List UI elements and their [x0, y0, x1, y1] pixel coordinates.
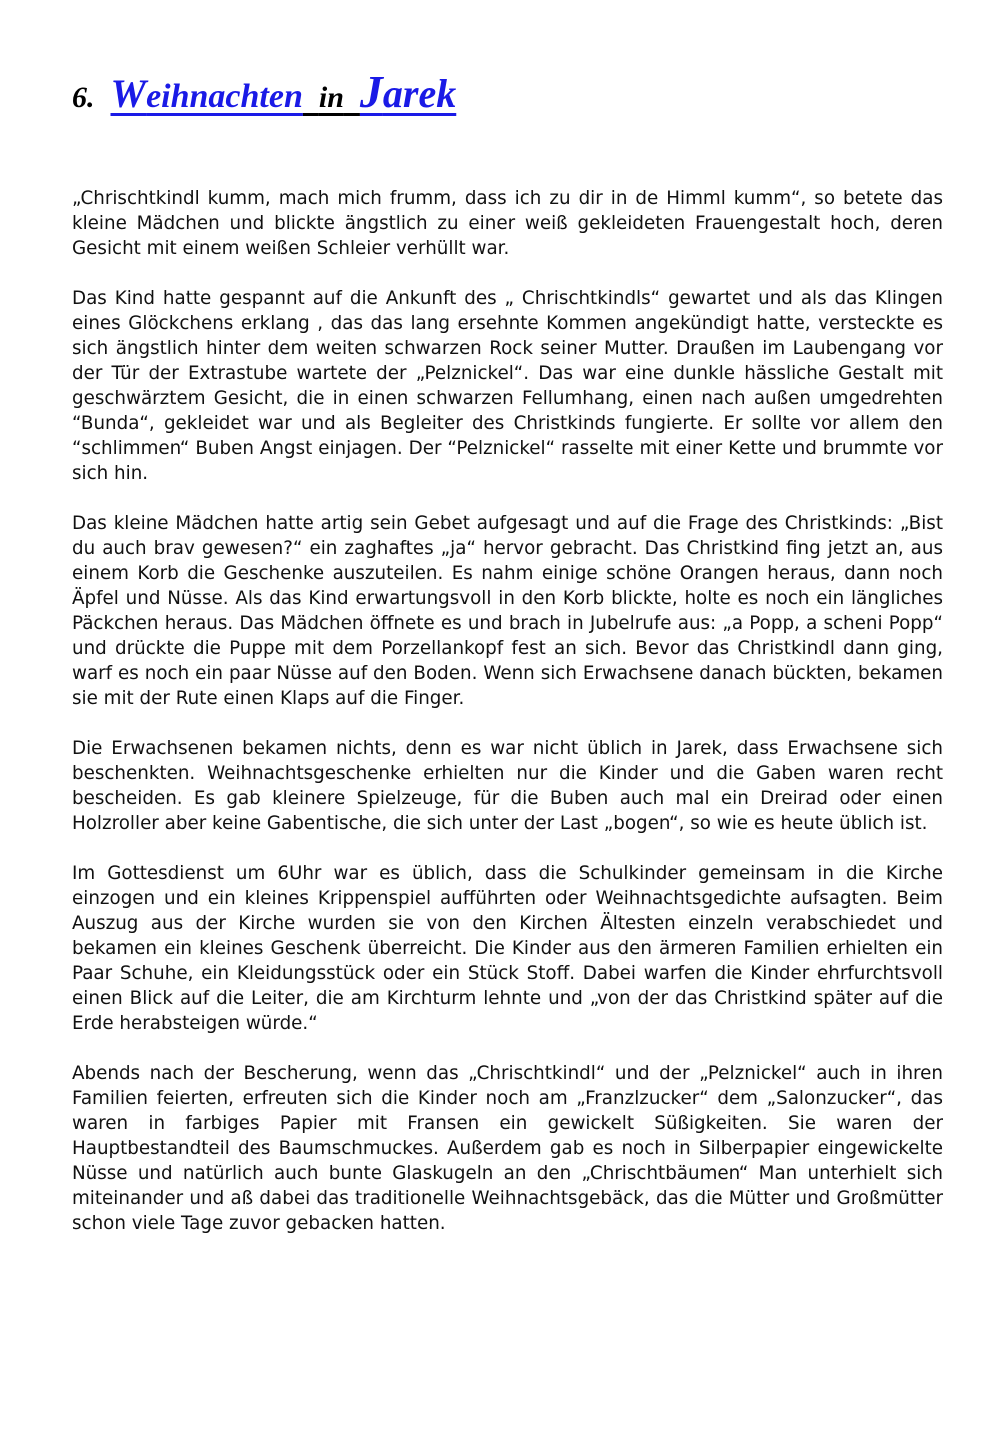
paragraph: Die Erwachsenen bekamen nichts, denn es war nicht üblich in Jarek, dass Erwachsene sich beschenkten. Weihnachtsgeschenke erhielten nur die Kinder und die Gaben waren recht bescheiden. Es gab kleinere Spielzeuge, für die Buben auch mal ein Dreirad oder einen Holzroller aber keine Gabentische, die sich unter der Last „bogen“, so wie es heute üblich ist. — [72, 738, 943, 834]
paragraph: Abends nach der Bescherung, wenn das „Chrischtkindl“ und der „Pelznickel“ auch in ihren Familien feierten, erfreuten sich die Kinder noch am „Franzlzucker“ dem „Salonzucker“, das waren in farbiges Papier mit Fransen ein gewickelt Süßigkeiten. Sie waren der Hauptbestandteil des Baumschmuckes. Außerdem gab es noch in Silberpapier eingewickelte Nüsse und natürlich auch bunte Glaskugeln an den „Chrischtbäumen“ Man unterhielt sich miteinander und aß dabei das traditionelle Weihnachtsgebäck, das die Mütter und Großmütter schon viele Tage zuvor gebacken hatten. — [72, 1063, 943, 1234]
heading-initial-j: J — [359, 66, 383, 117]
heading-word-weihnachten: eihnachten — [146, 78, 303, 115]
document-body — [72, 186, 943, 1261]
paragraph: Im Gottesdienst um 6Uhr war es üblich, dass die Schulkinder gemeinsam in die Kirche einzogen und ein kleines Krippenspiel aufführten oder Weihnachtsgedichte aufsagten. Beim Auszug aus der Kirche wurden sie von den Kirchen Ältesten einzeln verabschiedet und bekamen ein kleines Geschenk überreicht. Die Kinder aus den ärmeren Familien erhielten ein Paar Schuhe, ein Kleidungsstück oder ein Stück Stoff. Dabei warfen die Kinder ehrfurchtsvoll einen Blick auf die Leiter, die am Kirchturm lehnte und „von der das Christkind später auf die Erde herabsteigen würde.“ — [72, 863, 943, 1034]
heading-space — [303, 78, 319, 114]
heading-link-weihnachten[interactable] — [110, 71, 303, 116]
document-page — [72, 62, 943, 1234]
chapter-heading — [72, 62, 943, 122]
heading-link-jarek[interactable] — [359, 66, 457, 117]
heading-word-jarek: arek — [382, 71, 457, 116]
paragraph: „Chrischtkindl kumm, mach mich frumm, dass ich zu dir in de Himml kumm“, so betete das kleine Mädchen und blickte ängstlich zu einer weiß gekleideten Frauengestalt hoch, deren Gesicht mit einem weißen Schleier verhüllt war. — [72, 188, 943, 259]
paragraph: Das kleine Mädchen hatte artig sein Gebet aufgesagt und auf die Frage des Christkinds: „Bist du auch brav gewesen?“ ein zaghaftes „ja“ hervor gebracht. Das Christkind fing jetzt an, aus einem Korb die Geschenke auszuteilen. Es nahm einige schöne Orangen heraus, dann noch Äpfel und Nüsse. Als das Kind erwartungsvoll in den Korb blickte, holte es noch ein längliches Päckchen heraus. Das Mädchen öffnete es und brach in Jubelrufe aus: „a Popp, a scheni Popp“ und drückte die Puppe mit dem Porzellankopf fest an sich. Bevor das Christkindl dann ging, warf es noch ein paar Nüsse auf den Boden. Wenn sich Erwachsene danach bückten, bekamen sie mit der Rute einen Klaps auf die Finger. — [72, 513, 943, 709]
paragraph: Das Kind hatte gespannt auf die Ankunft des „ Chrischtkindls“ gewartet und als das Klingen eines Glöckchens erklang , das das lang ersehnte Kommen angekündigt hatte, versteckte es sich ängstlich hinter dem weiten schwarzen Rock seiner Mutter. Draußen im Laubengang vor der Tür der Extrastube wartete der „Pelznickel“. Das war eine dunkle hässliche Gestalt mit geschwärztem Gesicht, die in einen schwarzen Fellumhang, einen nach außen umgedrehten “Bunda“, gekleidet war und als Begleiter des Christkinds fungierte. Er sollte vor allem den “schlimmen“ Buben Angst einjagen. Der “Pelznickel“ rasselte mit einer Kette und brummte vor sich hin. — [72, 288, 943, 484]
chapter-number: 6. — [72, 81, 95, 114]
heading-word-in: in — [318, 81, 344, 114]
heading-initial-w: W — [110, 71, 147, 116]
heading-space — [344, 78, 360, 114]
